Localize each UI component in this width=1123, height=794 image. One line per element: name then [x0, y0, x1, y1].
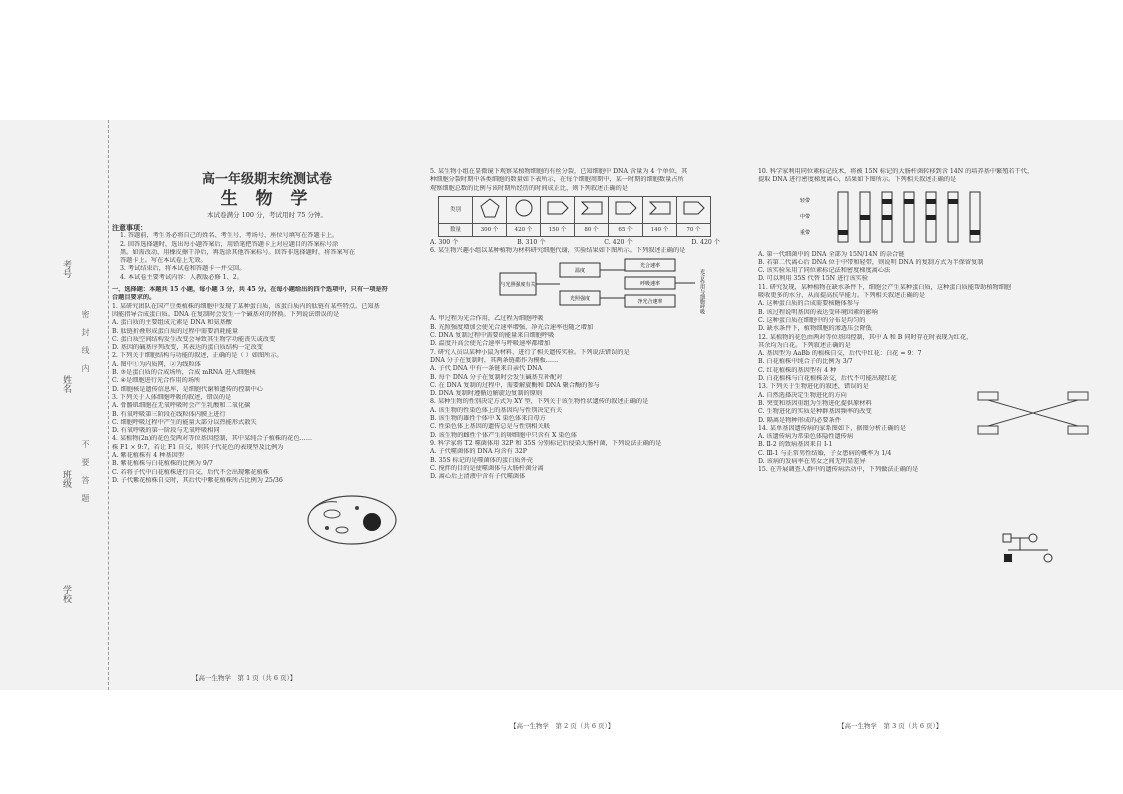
question-line: A. 这种蛋白质的合成需要核糖体参与 — [758, 300, 860, 308]
page-footer-2: 【高一生物学 第 2 页（共 6 页）】 — [510, 721, 615, 730]
table-row-label: 数量 — [439, 223, 473, 236]
question-line: DNA 分子在复制时，其两条链都作为模板…… — [430, 356, 559, 364]
question-block — [758, 251, 1114, 475]
page-column-2 — [430, 120, 748, 738]
question-line: A. 第一代细菌中的 DNA 全部为 15N/14N 的杂合链 — [758, 250, 905, 258]
question-line: 3. 下列关于人体细胞呼吸的叙述，错误的是 — [112, 393, 232, 401]
question-line: B. 有氧呼吸第三阶段在线粒体内膜上进行 — [112, 410, 226, 418]
table-cell: 80 个 — [575, 223, 609, 236]
question-line: B. 该过程说明基因的表达受环境因素的影响 — [758, 308, 878, 316]
notice-line: 1. 答题前，考生务必将自己的姓名、考生号、考场号、座位号填写在答题卡上。 — [120, 232, 339, 240]
table-cell: 420 个 — [507, 223, 541, 236]
flow-diagram — [490, 257, 790, 315]
diagram-label: 光照强度 — [569, 296, 591, 303]
binding-margin — [0, 120, 109, 690]
notice-line: 答题卡上。写在本试卷上无效。 — [120, 257, 207, 265]
notice-block — [112, 232, 422, 282]
question-line: C. 红花植株的基因型有 4 种 — [758, 366, 837, 374]
question-line: B. 紫花植株与白花植株的比例为 9/7 — [112, 460, 213, 468]
shape-table — [438, 196, 711, 237]
question-line: A. 该生物的性染色体上的基因均与性别决定有关 — [430, 406, 563, 414]
question-line: 12. 某植物的花色由两对等位基因控制，其中 A 和 B 同时存在时表现为红花， — [758, 333, 973, 341]
diagram-label: 光合作用与细胞呼吸 — [699, 269, 705, 315]
question-line: A. 子代噬菌体的 DNA 均含有 32P — [430, 448, 527, 456]
question-line: D. 温度升高会使光合速率与呼吸速率都增加 — [430, 340, 551, 348]
pentagon-icon — [473, 196, 507, 223]
question-line: B. 每个 DNA 分子在复制时会发生碱基互补配对 — [430, 373, 563, 381]
question-line: B. ③是蛋白质的合成场所，合成 mRNA 进入细胞核 — [112, 369, 256, 377]
question-line: D. 离心后上清液中含有子代噬菌体 — [430, 473, 526, 481]
question-line: D. 白花植株与白花植株杂交，后代不可能出现红花 — [758, 375, 897, 383]
question-line: 1. 某研究团队在国产豆类植株的细胞中发现了某种蛋白质，该蛋白质内的肽链有某些特点。已知基 — [112, 302, 380, 310]
question-line: 9. 科学家将 T2 噬菌体用 32P 和 35S 分别标记后侵染大肠杆菌，下列说法正确的是 — [430, 439, 662, 447]
question-line: D. 缺水条件下，植物细胞的渗透压会降低 — [758, 325, 872, 333]
question-line: B. 若第二代离心后 DNA 位于中带和轻带，则说明 DNA 的复制方式为半保留复制 — [758, 258, 984, 266]
page-column-3 — [758, 120, 1114, 738]
section-heading-2: 合题目要求的。 — [112, 294, 156, 302]
question-line: C. 蛋白质空间结构发生改变会导致其生物学功能丧失或改变 — [112, 335, 276, 343]
notice-line: 黑。如需改动，用橡皮擦干净后，再选涂其他答案标号。回答非选择题时，将答案写在 — [120, 248, 356, 256]
page-footer-3: 【高一生物学 第 3 页（共 6 页）】 — [838, 721, 943, 730]
arrow-shape-icon — [677, 196, 711, 223]
circle-icon — [507, 196, 541, 223]
notice-heading: 注意事项： — [112, 223, 147, 232]
pedigree-diagram — [998, 530, 1068, 570]
question-line: A. 自然选择决定生物进化的方向 — [758, 391, 847, 399]
question-block — [430, 247, 748, 255]
table-cell: 140 个 — [643, 223, 677, 236]
question-line: B. 光照强度增加会使光合速率增强，净光合速率也随之增加 — [430, 323, 594, 331]
table-row-label: 类别 — [439, 196, 473, 223]
question-line: C. 这种蛋白质在细胞中的分布是均匀的 — [758, 316, 866, 324]
question-line: A. 子代 DNA 中有一条链来自亲代 DNA — [430, 365, 543, 373]
question-line: 因能指导合成蛋白质。DNA 在复制时会发生一个碱基对的替换。下列说法错误的是 — [112, 310, 340, 318]
question-line: C. Ⅲ-1 与正常男性结婚，子女患病的概率为 1/4 — [758, 449, 892, 457]
notch-shape-icon — [643, 196, 677, 223]
page-footer-1: 【高一生物学 第 1 页（共 6 页）】 — [192, 673, 297, 682]
question-line: A. 甲过程为光合作用，乙过程为细胞呼吸 — [430, 315, 544, 323]
table-cell: 150 个 — [541, 223, 575, 236]
genetics-cross-diagram — [968, 390, 1098, 436]
question-line: C. 性染色体上基因的遗传总是与性别相关联 — [430, 423, 550, 431]
question-line: A. 基因型为 AaBb 的植株自交，后代中红花：白花 = 9：7 — [758, 350, 922, 358]
option-b: B. 310 个 — [517, 238, 546, 246]
arrow-shape-icon — [609, 196, 643, 223]
exam-subject: 生 物 学 — [220, 189, 314, 209]
diagram-label: 与光照强度有关 — [500, 282, 536, 289]
question-line: A. 紫花植株有 4 种基因型 — [112, 452, 184, 460]
binding-label-exam-number: 考号 — [61, 260, 71, 278]
question-line: C. 在 DNA 复制的过程中，需要解旋酶和 DNA 聚合酶的参与 — [430, 381, 600, 389]
diagram-label: 净光合速率 — [637, 299, 663, 306]
question-line: C. 该实验采用了同位素标记法和密度梯度离心法 — [758, 267, 891, 275]
binding-label-class: 班级 — [61, 470, 71, 488]
question-line: D. 该病的发病率在男女之间无明显差异 — [758, 458, 866, 466]
question-line: B. 35S 标记的是噬菌体的蛋白质外壳 — [430, 456, 533, 464]
notice-line: 3. 考试结束后，将本试卷和答题卡一并交回。 — [120, 265, 246, 273]
question-line: B. Ⅱ-2 的致病基因来自 Ⅰ-1 — [758, 441, 833, 449]
question-line: 其余均为白花。下列叙述正确的是 — [758, 341, 851, 349]
question-line: D. 可以利用 35S 代替 15N 进行该实验 — [758, 275, 869, 283]
question-line: 5. 某生物小组在显微镜下观察某植物细胞的有丝分裂，已知细胞中 DNA 含量为 4 个单位，其 — [430, 168, 688, 175]
exam-title: 高一年级期末统测试卷 — [201, 172, 332, 187]
question-line: D. DNA 复制时遵循边解旋边复制的原则 — [430, 390, 543, 398]
question-line: 7. 研究人员以某种小鼠为材料，进行了相关遗传实验。下列说法错误的是 — [430, 348, 630, 356]
question-line: 6. 某生物兴趣小组以某种植物为材料研究细胞代谢，实验结果如下图所示。下列叙述正确的是 — [430, 247, 686, 255]
question-line: 8. 某种生物的性别决定方式为 XY 型，下列关于该生物性状遗传的叙述正确的是 — [430, 398, 649, 406]
question-line: C. 搅拌的目的是使噬菌体与大肠杆菌分离 — [430, 464, 544, 472]
exam-meta: 本试卷满分 100 分，考试用时 75 分钟。 — [207, 211, 327, 219]
option-c: C. 420 个 — [604, 238, 633, 246]
question-line: C. ④是细胞进行光合作用的场所 — [112, 377, 201, 385]
table-cell: 70 个 — [677, 223, 711, 236]
question-line: 观察细胞总数的比例与该时期所经历的时间成正比，则下列叙述正确的是 — [430, 184, 628, 192]
diagram-label: 呼吸速率 — [639, 281, 661, 288]
question-line: D. 细胞核是遗传信息库，是细胞代谢和遗传的控制中心 — [112, 385, 263, 393]
question-line: A. 图中①为内质网，②为线粒体 — [112, 360, 201, 368]
tube-label: 中带 — [800, 213, 811, 220]
question-block — [430, 168, 748, 193]
diagram-label: 温度 — [574, 268, 586, 275]
notch-shape-icon — [575, 196, 609, 223]
question-line: B. 白花植株中纯合子的比例为 3/7 — [758, 358, 853, 366]
table-cell: 65 个 — [609, 223, 643, 236]
question-line: A. 蛋白质的主要组成元素是 DNA 和氨基酸 — [112, 319, 232, 327]
section-heading: 一、选择题：本题共 15 小题，每小题 3 分，共 45 分。在每小题给出的四个选项中，只有一项是符 — [112, 286, 388, 294]
binding-seal-text: 密封线内 — [81, 310, 90, 382]
question-block — [430, 315, 748, 481]
question-line: 吸收更多的水分，从而提高抗旱能力。下列相关叙述正确的是 — [758, 292, 926, 300]
question-line: 15. 在开展调查人群中的遗传病活动中，下列做法正确的是 — [758, 466, 919, 474]
tube-label: 重带 — [800, 229, 811, 236]
question-line: B. 突变和基因重组为生物进化提供原材料 — [758, 399, 872, 407]
centrifuge-tubes-diagram — [798, 188, 998, 248]
question-line: D. 该生物的雌性个体产生的卵细胞中只含有 X 染色体 — [430, 431, 577, 439]
question-line: A. 该遗传病为常染色体隐性遗传病 — [758, 433, 854, 441]
arrow-shape-icon — [541, 196, 575, 223]
question-line: 10. 科学家利用同位素标记技术，将被 15N 标记的大肠杆菌转移到含 14N 的培养基中繁殖若干代， — [758, 168, 1034, 175]
binding-seal-text-2: 不要答题 — [81, 440, 90, 512]
option-d: D. 420 个 — [691, 238, 720, 246]
question-line: C. 生物进化的实质是种群基因频率的改变 — [758, 408, 872, 416]
question-line: 株 F1 × 9:7，若让 F1 自交，则其子代花色的表现型及比例为 — [112, 443, 284, 451]
question-line: C. 细胞呼吸过程中产生的能量大部分以热能形式散失 — [112, 418, 257, 426]
notice-line: 2. 回答选择题时，选出每小题答案后，用铅笔把答题卡上对应题目的答案标号涂 — [120, 240, 339, 248]
question-line: A. 骨骼肌细胞在无氧呼吸时会产生乳酸和二氧化碳 — [112, 402, 251, 410]
question-line: 提取 DNA 进行密度梯度离心，结果如下图所示。下列相关叙述正确的是 — [758, 176, 957, 184]
question-line: 2. 下列关于细胞结构与功能的叙述，正确的是（ ）如图所示。 — [112, 352, 283, 360]
option-a: A. 300 个 — [430, 238, 459, 246]
binding-label-name: 姓名 — [61, 375, 71, 393]
question-line: C. DNA 复制过程中需要的能量来自细胞呼吸 — [430, 332, 555, 340]
question-block — [758, 168, 1114, 185]
question-line: 13. 下列关于生物进化的叙述，错误的是 — [758, 383, 869, 391]
question-line: D. 有氧呼吸的第一阶段与无氧呼吸相同 — [112, 427, 220, 435]
question-line: D. 子代紫花植株自交时，其后代中紫花植株所占比例为 25/36 — [112, 476, 283, 484]
question-line: B. 该生物的雄性个体中 X 染色体来自母方 — [430, 415, 546, 423]
question-block — [112, 303, 422, 486]
question-line: B. 肽链折叠形成蛋白质的过程中需要消耗能量 — [112, 327, 239, 335]
question-line: 11. 研究发现，某种植物在缺水条件下，细胞会产生某种蛋白质，这种蛋白质能帮助植物细胞 — [758, 283, 1012, 291]
notice-line: 4. 本试卷主要考试内容：人教版必修 1、2。 — [120, 273, 243, 281]
binding-label-school: 学校 — [61, 585, 71, 603]
question-line: 14. 某单基因遗传病的家系图如下，据图分析正确的是 — [758, 424, 906, 432]
table-cell: 300 个 — [473, 223, 507, 236]
tube-label: 轻带 — [800, 197, 811, 204]
question-line: C. 若将子代中白花植株进行自交，后代不会出现紫花植株 — [112, 468, 269, 476]
cell-diagram — [302, 490, 402, 550]
question-line: 4. 某植物(2n)的花色受两对等位基因控制，其中某纯合子植株的花色…… — [112, 435, 313, 443]
question-line: D. 隔离是物种形成的必要条件 — [758, 416, 841, 424]
answer-options — [430, 239, 720, 247]
exam-sheet — [0, 120, 1123, 730]
question-line: D. 基因的碱基序列改变，其表达的蛋白质结构一定改变 — [112, 344, 263, 352]
question-line: 种细胞分裂时期中各类细胞的数量如下表所示，在每个细胞周期中，某一时期的细胞数量占所 — [430, 176, 684, 184]
diagram-label: 光合速率 — [639, 263, 661, 270]
page-column-1 — [112, 120, 422, 690]
